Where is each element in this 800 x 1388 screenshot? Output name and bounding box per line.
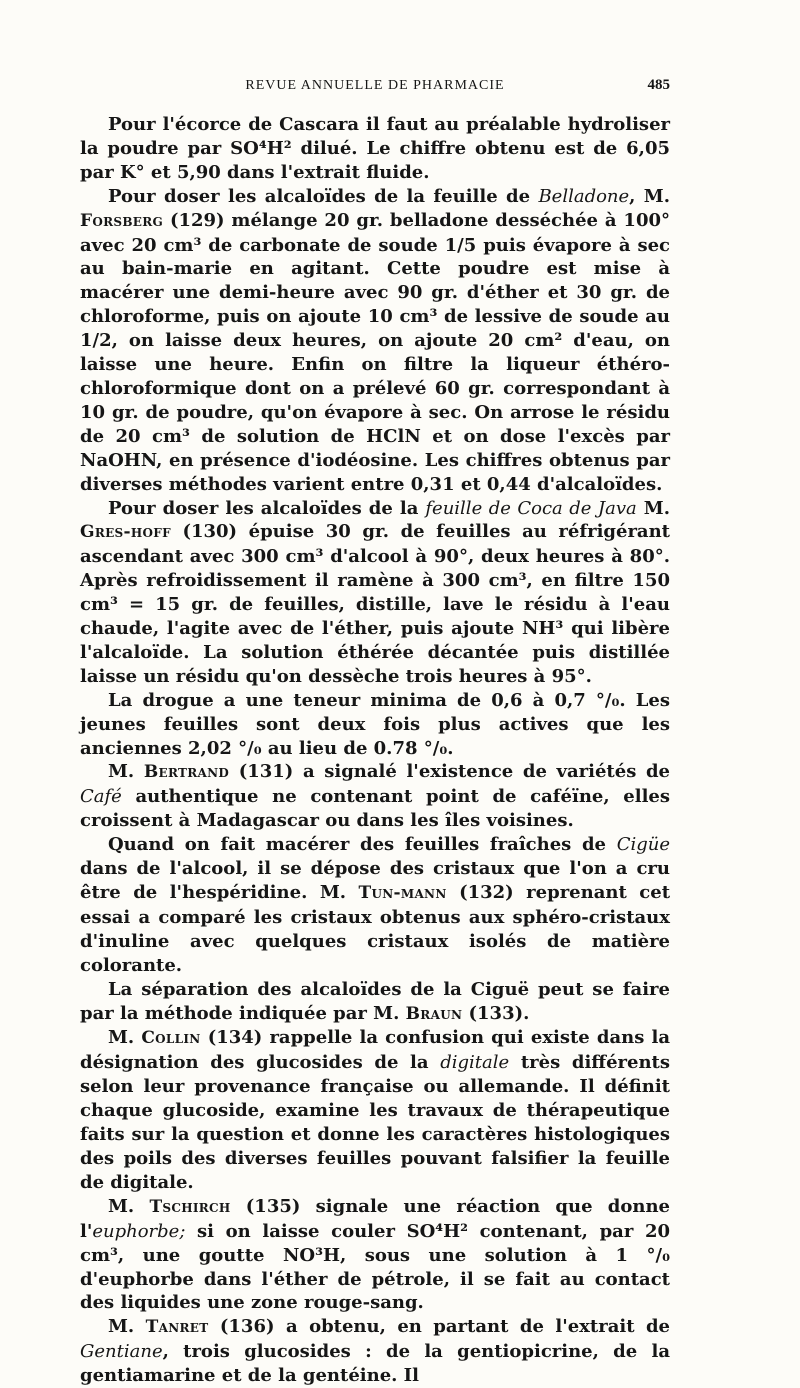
author-name: Forsberg xyxy=(80,210,164,231)
text-run: (132) reprenant cet essai a comparé les cristaux obtenus aux sphéro-cristaux d'inuline avec quelques cristaux isolés de matière colorante. xyxy=(80,882,671,976)
italic-term: Cigüe xyxy=(616,834,670,856)
author-name: Gres-hoff xyxy=(80,522,171,543)
text-run: La séparation des alcaloïdes de la Ciguë peut se faire par la méthode indiquée par M. xyxy=(80,978,670,1024)
paragraph-text: La drogue a une teneur minima de 0,6 à 0,7 °/₀. Les jeunes feuilles sont deux fois plus actives que les anciennes 2,02 °/₀ au lieu de 0.78 °/₀. xyxy=(80,689,670,759)
paragraph-euphorbe xyxy=(80,1195,670,1316)
text-run: , M. xyxy=(629,185,670,207)
italic-term: Gentiane xyxy=(80,1341,163,1363)
paragraph-cafe xyxy=(80,760,670,833)
paragraph-belladone xyxy=(80,185,670,497)
text-run: Pour doser les alcaloïdes de la feuille de xyxy=(108,185,539,207)
paragraph-drogue xyxy=(80,689,670,761)
paragraph-coca xyxy=(80,497,670,689)
page-number: 485 xyxy=(647,77,670,93)
text-run: Pour doser les alcaloïdes de la xyxy=(108,497,426,519)
text-run: (131) a signalé l'existence de variétés de xyxy=(229,761,670,783)
text-run: très différents selon leur provenance française ou allemande. Il définit chaque glucoside, examine les travaux de thérapeutique faits sur la question et donne les caractères histologiques des poils des diverses feuilles pouvant falsifier la feuille de digitale. xyxy=(80,1052,670,1193)
italic-term: Café xyxy=(80,786,122,808)
paragraph-cigue xyxy=(80,833,670,977)
paragraph-text: Pour l'écorce de Cascara il faut au préalable hydroliser la poudre par SO⁴H² dilué. Le chiffre obtenu est de 6,05 par K° et 5,90 dans l'extrait fluide. xyxy=(80,114,670,183)
italic-term: Belladone xyxy=(538,185,630,207)
text-run: (136) a obtenu, en partant de l'extrait de xyxy=(208,1316,670,1338)
author-name: Bertrand xyxy=(143,762,230,783)
text-run: authentique ne contenant point de caféïne, elles croissent à Madagascar ou dans les îles voisines. xyxy=(80,786,670,832)
paragraph-cascara xyxy=(80,113,670,185)
body-text xyxy=(80,113,670,1388)
text-run: M. xyxy=(636,497,670,519)
text-run: dans de l'alcool, il se dépose des cristaux que l'on a cru être de l'hespéridine. M. xyxy=(80,858,670,903)
text-run: (130) épuise 30 gr. de feuilles au réfrigérant ascendant avec 300 cm³ d'alcool à 90°, deux heures à 80°. Après refroidissement il ramène à 300 cm³, en filtre 150 cm³ = 15 gr. de feuilles, distille, lave le résidu à l'eau chaude, l'agite avec de l'éther, puis ajoute NH³ qui libère l'alcaloïde. La solution éthérée décantée puis distillée laisse un résidu qu'on dessèche trois heures à 95°. xyxy=(80,521,670,687)
text-run: (134) rappelle la confusion qui existe dans la désignation des glucosides de la xyxy=(80,1027,670,1074)
text-run: M. xyxy=(108,1027,142,1049)
italic-term: feuille de Coca de Java xyxy=(425,497,637,519)
text-run: (133). xyxy=(462,1002,530,1024)
author-name: Braun xyxy=(405,1003,463,1024)
text-run: (129) mélange 20 gr. belladone desséchée à 100° avec 20 cm³ de carbonate de soude 1/5 puis évapore à sec au bain-marie en agitant. Cette poudre est mise à macérer une demi-heure avec 90 gr. d'éther et 30 gr. de chloroforme, puis on ajoute 10 cm³ de lessive de soude au 1/2, on laisse deux heures, on ajoute 20 cm² d'eau, on laisse une heure. Enfin on filtre la liqueur éthéro-chloroformique dont on a prélevé 60 gr. correspondant à 10 gr. de poudre, qu'on évapore à sec. On arrose le résidu de 20 cm³ de solution de HClN et on dose l'excès par NaOHN, en présence d'iodéosine. Les chiffres obtenus par diverses méthodes varient entre 0,31 et 0,44 d'alcaloïdes. xyxy=(80,209,670,495)
author-name: Tun-mann xyxy=(358,883,447,903)
paragraph-gentiane xyxy=(80,1315,670,1388)
text-run: M. xyxy=(108,761,144,783)
paragraph-cigue-alcaloides xyxy=(80,978,670,1027)
text-run: , trois glucosides : de la gentiopicrine, de la gentiamarine et de la gentéine. Il xyxy=(80,1341,670,1387)
running-head xyxy=(80,75,670,99)
italic-term: euphorbe; xyxy=(92,1220,186,1242)
author-name: Tanret xyxy=(145,1317,209,1338)
text-run: si on laisse couler SO⁴H² contenant, par 20 cm³, une goutte NO³H, sous une solution à 1 °/₀ d'euphorbe dans l'éther de pétrole, il se fait au contact des liquides une zone rouge-sang. xyxy=(80,1220,670,1314)
text-run: (135) signale une réaction que donne l' xyxy=(80,1195,671,1242)
italic-term: digitale xyxy=(440,1052,510,1074)
author-name: Collin xyxy=(141,1028,201,1049)
text-run: Quand on fait macérer des feuilles fraîches de xyxy=(108,834,617,856)
running-title: REVUE ANNUELLE DE PHARMACIE xyxy=(245,78,505,93)
text-run: M. xyxy=(108,1195,150,1217)
text-run: M. xyxy=(108,1316,146,1338)
paragraph-digitale xyxy=(80,1026,670,1194)
author-name: Tschirch xyxy=(149,1196,231,1217)
